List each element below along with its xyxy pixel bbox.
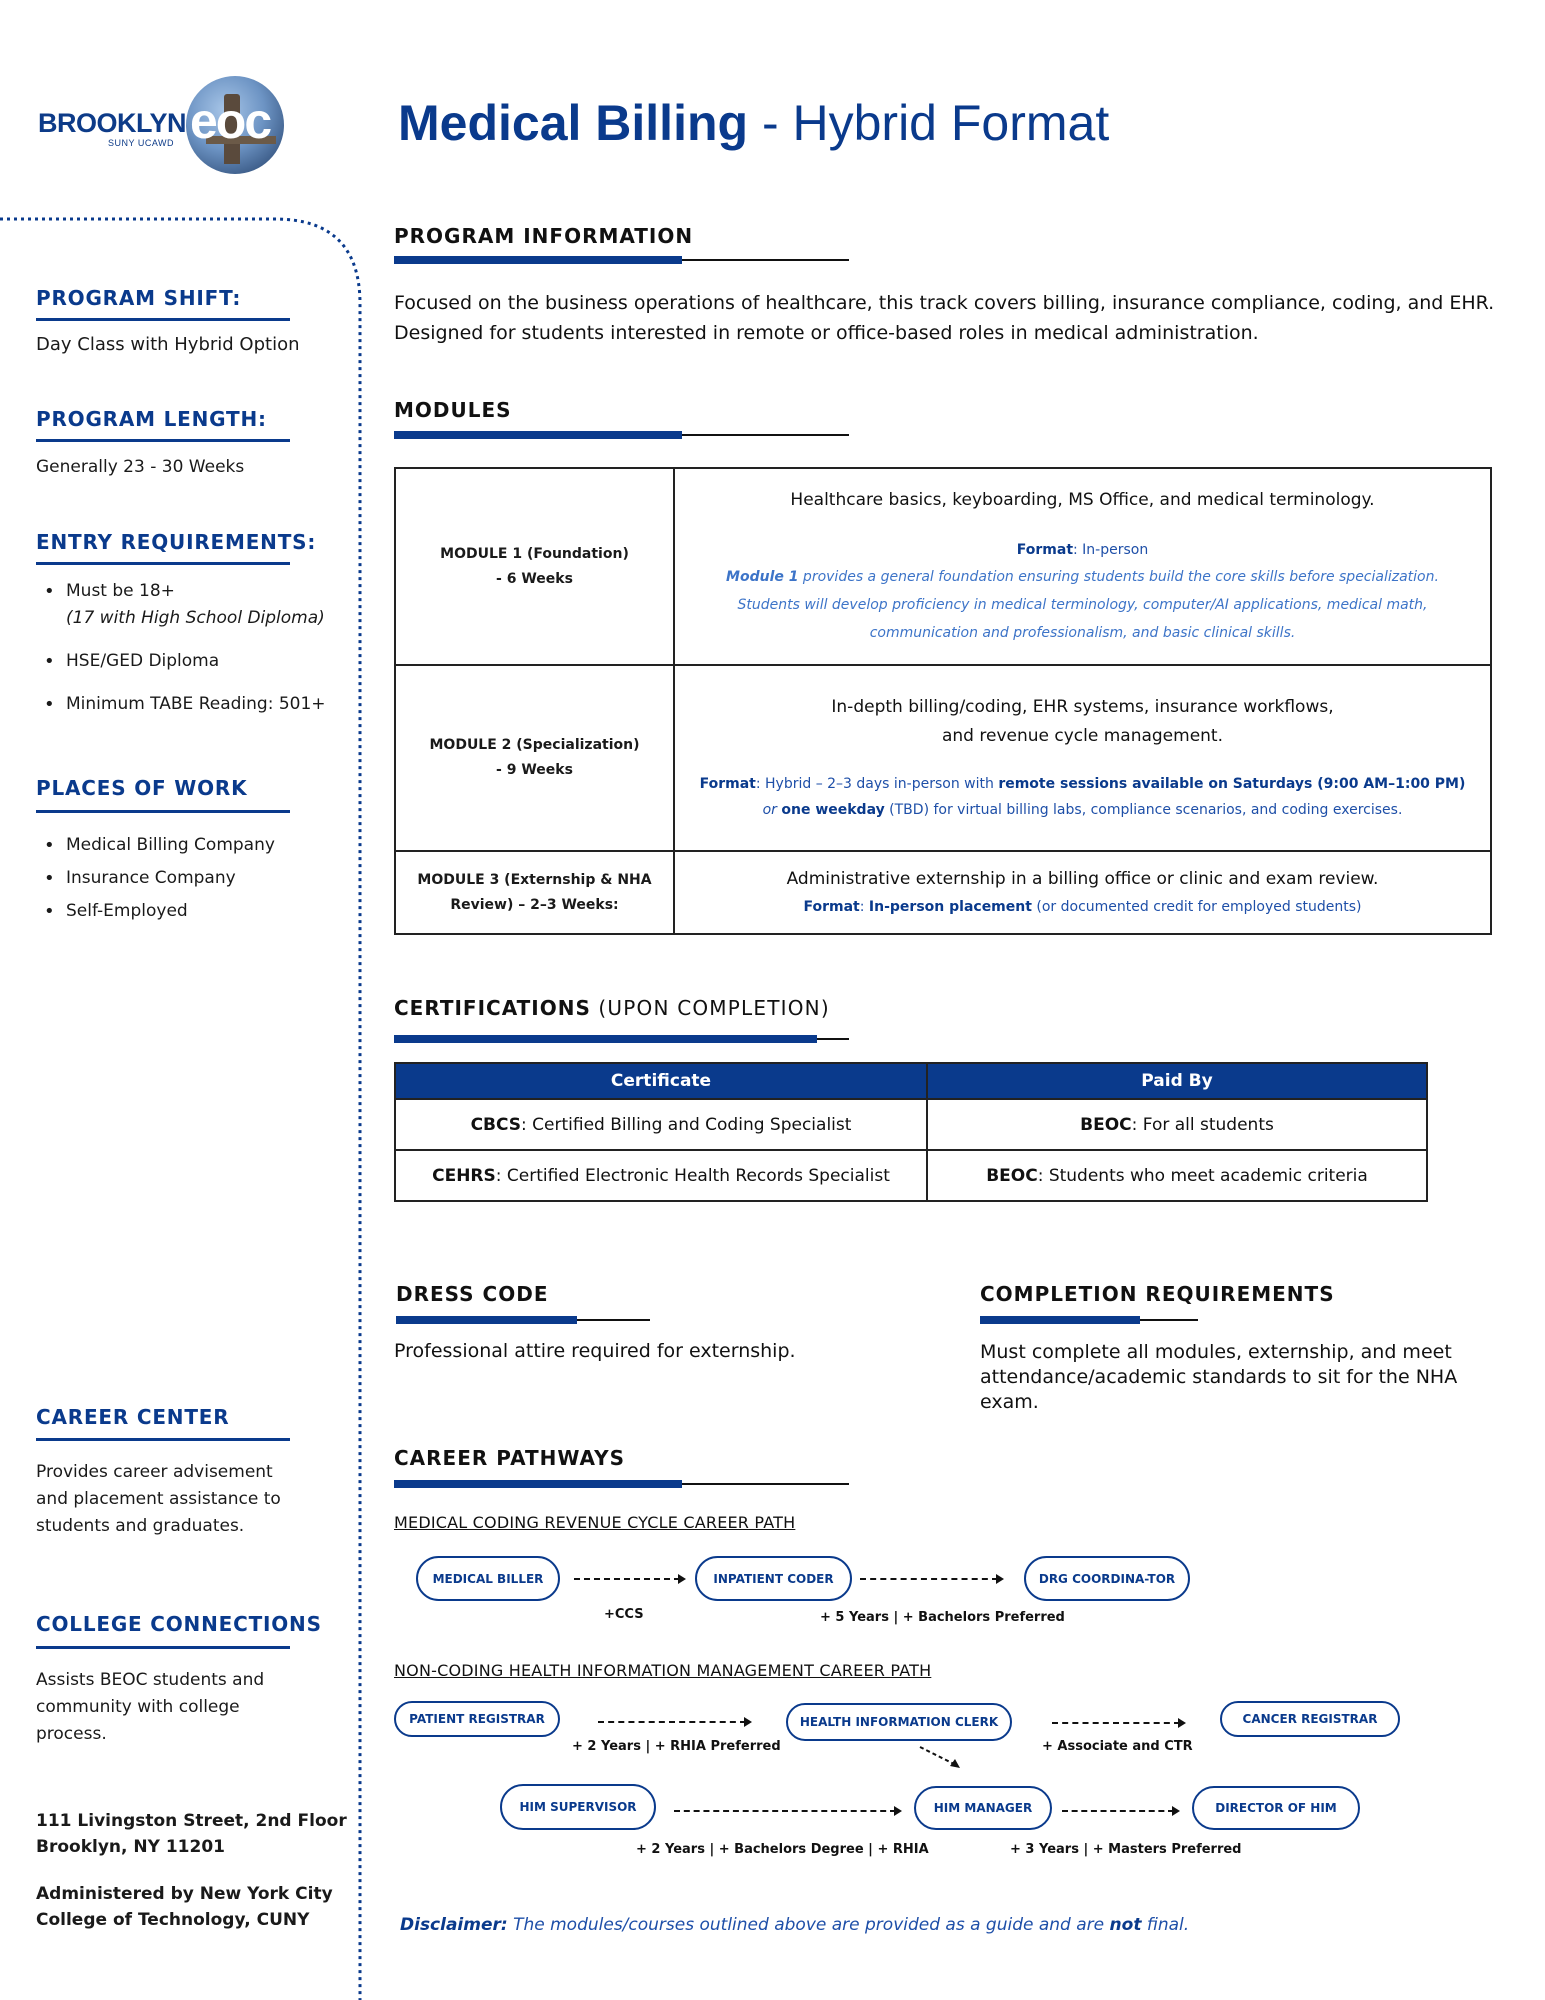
dashed-arrow-icon bbox=[860, 1578, 998, 1580]
module-name: MODULE 2 (Specialization) bbox=[429, 737, 640, 753]
list-item: • HSE/GED Diploma bbox=[36, 648, 326, 675]
career-pathways-heading: CAREER PATHWAYS bbox=[394, 1446, 625, 1470]
sidebar-length bbox=[36, 407, 290, 481]
pathway-node: DRG COORDINA-TOR bbox=[1024, 1556, 1190, 1601]
module-desc-cell bbox=[674, 851, 1491, 934]
module-name-cell bbox=[395, 665, 674, 851]
path-note: + 5 Years | + Bachelors Preferred bbox=[820, 1610, 1065, 1625]
divider bbox=[36, 1438, 290, 1441]
college-connections-heading: COLLEGE CONNECTIONS bbox=[36, 1612, 322, 1636]
address-line: Brooklyn, NY 11201 bbox=[36, 1837, 225, 1857]
pathway-node: HEALTH INFORMATION CLERK bbox=[786, 1703, 1012, 1741]
section-rule bbox=[394, 430, 849, 440]
module-desc-cell bbox=[674, 665, 1491, 851]
module-note: Module 1 provides a general foundation ensuring students build the core skills before specialization. Students will develop proficiency in medical terminology, computer/AI applications, medical math, communication and professionalism, and basic clinical skills. bbox=[726, 569, 1439, 641]
pathway-node: MEDICAL BILLER bbox=[416, 1556, 560, 1601]
modules-table bbox=[394, 467, 1492, 935]
module-format: Format: Hybrid – 2–3 days in-person with remote sessions available on Saturdays (9:00 AM–1:00 PM) or one weekday (TBD) for virtual billing labs, compliance scenarios, and coding exercises. bbox=[699, 776, 1466, 818]
path2-title: NON-CODING HEALTH INFORMATION MANAGEMENT CAREER PATH bbox=[394, 1661, 932, 1680]
section-rule bbox=[394, 1479, 849, 1489]
title-bold: Medical Billing bbox=[398, 95, 749, 151]
table-header-row bbox=[395, 1063, 1427, 1099]
divider bbox=[36, 439, 290, 442]
places-of-work-list bbox=[36, 829, 290, 928]
module-description: In-depth billing/coding, EHR systems, insurance workflows, bbox=[831, 697, 1334, 717]
pathway-node: HIM MANAGER bbox=[914, 1786, 1052, 1830]
module-name: MODULE 1 (Foundation) bbox=[440, 545, 629, 562]
path-note: +CCS bbox=[604, 1607, 644, 1622]
program-length-text: Generally 23 - 30 Weeks bbox=[36, 457, 245, 477]
sidebar-places bbox=[36, 776, 290, 928]
divider bbox=[36, 318, 290, 321]
program-length-heading: PROGRAM LENGTH: bbox=[36, 407, 267, 431]
sidebar-address bbox=[36, 1808, 347, 1860]
pathway-node: INPATIENT CODER bbox=[695, 1556, 852, 1601]
module-description: Administrative externship in a billing office or clinic and exam review. bbox=[786, 869, 1379, 889]
program-shift-heading: PROGRAM SHIFT: bbox=[36, 286, 242, 310]
list-item: • Must be 18+ (17 with High School Diploma) bbox=[36, 578, 326, 632]
divider bbox=[36, 810, 290, 813]
path1-title: MEDICAL CODING REVENUE CYCLE CAREER PATH bbox=[394, 1513, 796, 1532]
certifications-table bbox=[394, 1062, 1428, 1202]
table-row bbox=[395, 851, 1491, 934]
module-desc-cell bbox=[674, 468, 1491, 665]
cert-cell: CBCS: Certified Billing and Coding Specialist bbox=[395, 1099, 927, 1150]
entry-requirements-heading: ENTRY REQUIREMENTS: bbox=[36, 530, 317, 554]
dashed-arrow-icon bbox=[1062, 1810, 1174, 1812]
dress-code-heading: DRESS CODE bbox=[396, 1282, 549, 1306]
module-name-cell bbox=[395, 851, 674, 934]
modules-heading: MODULES bbox=[394, 398, 512, 422]
pathway-node: CANCER REGISTRAR bbox=[1220, 1701, 1400, 1737]
list-item: • Insurance Company bbox=[36, 862, 290, 895]
page-title bbox=[398, 94, 1109, 152]
table-row bbox=[395, 665, 1491, 851]
places-of-work-heading: PLACES OF WORK bbox=[36, 776, 248, 800]
dashed-arrow-icon bbox=[1052, 1722, 1180, 1724]
section-rule bbox=[394, 255, 849, 265]
list-item: • Medical Billing Company bbox=[36, 829, 290, 862]
module-format: Format: In-person bbox=[1016, 542, 1149, 558]
cert-cell: CEHRS: Certified Electronic Health Records Specialist bbox=[395, 1150, 927, 1201]
sidebar-college-connections bbox=[36, 1612, 322, 1748]
dashed-diagonal-arrow-icon bbox=[918, 1744, 968, 1774]
divider bbox=[36, 1646, 290, 1649]
path-note: + Associate and CTR bbox=[1042, 1739, 1193, 1754]
column-header: Certificate bbox=[395, 1063, 927, 1099]
module-weeks: - 9 Weeks bbox=[496, 762, 573, 778]
paid-by-cell: BEOC: Students who meet academic criteria bbox=[927, 1150, 1427, 1201]
title-rest: - Hybrid Format bbox=[748, 95, 1110, 151]
dress-code-text: Professional attire required for externship. bbox=[394, 1340, 796, 1362]
logo-eoc-text: eoc bbox=[190, 93, 271, 149]
pathway-node: DIRECTOR OF HIM bbox=[1192, 1786, 1360, 1830]
path-note: + 2 Years | + Bachelors Degree | + RHIA bbox=[636, 1842, 929, 1857]
list-item: • Minimum TABE Reading: 501+ bbox=[36, 691, 326, 718]
career-center-text: Provides career advisement and placement assistance to students and graduates. bbox=[36, 1462, 281, 1536]
module-name-cell bbox=[395, 468, 674, 665]
path-note: + 3 Years | + Masters Preferred bbox=[1010, 1842, 1242, 1857]
admin-line: Administered by New York City bbox=[36, 1884, 333, 1904]
table-row bbox=[395, 468, 1491, 665]
sidebar-entry bbox=[36, 530, 326, 718]
pathway-node: HIM SUPERVISOR bbox=[500, 1784, 656, 1830]
bridge-logo-icon bbox=[186, 76, 284, 174]
completion-heading: COMPLETION REQUIREMENTS bbox=[980, 1282, 1335, 1306]
dashed-arrow-icon bbox=[574, 1578, 680, 1580]
divider bbox=[36, 562, 290, 565]
dashed-arrow-icon bbox=[674, 1810, 896, 1812]
logo-wordmark: BROOKLYN bbox=[38, 108, 187, 138]
pathway-node: PATIENT REGISTRAR bbox=[394, 1701, 560, 1737]
entry-requirements-list bbox=[36, 578, 326, 718]
module-description: Healthcare basics, keyboarding, MS Office, and medical terminology. bbox=[790, 490, 1375, 510]
program-shift-text: Day Class with Hybrid Option bbox=[36, 334, 300, 355]
module-weeks: - 6 Weeks bbox=[496, 570, 573, 587]
section-rule bbox=[396, 1315, 650, 1325]
module-description: and revenue cycle management. bbox=[941, 726, 1223, 746]
path-note: + 2 Years | + RHIA Preferred bbox=[572, 1739, 781, 1754]
paid-by-cell: BEOC: For all students bbox=[927, 1099, 1427, 1150]
list-item: • Self-Employed bbox=[36, 895, 290, 928]
section-rule bbox=[980, 1315, 1198, 1325]
program-info-text: Focused on the business operations of healthcare, this track covers billing, insurance compliance, coding, and EHR. Designed for students interested in remote or office-based roles in medical administration. bbox=[394, 292, 1495, 344]
column-header: Paid By bbox=[927, 1063, 1427, 1099]
table-row bbox=[395, 1150, 1427, 1201]
completion-text: Must complete all modules, externship, and meet attendance/academic standards to sit for the NHA exam. bbox=[980, 1341, 1458, 1413]
program-info-heading: PROGRAM INFORMATION bbox=[394, 224, 694, 248]
brooklyn-eoc-logo bbox=[36, 76, 286, 176]
logo-subtext: SUNY UCAWD bbox=[108, 138, 175, 148]
admin-line: College of Technology, CUNY bbox=[36, 1910, 310, 1930]
college-connections-text: Assists BEOC students and community with college process. bbox=[36, 1670, 265, 1744]
disclaimer: Disclaimer: The modules/courses outlined above are provided as a guide and are not final. bbox=[400, 1915, 1190, 1935]
certifications-heading: CERTIFICATIONS (UPON COMPLETION) bbox=[394, 996, 830, 1020]
sidebar-shift bbox=[36, 286, 300, 358]
career-center-heading: CAREER CENTER bbox=[36, 1405, 230, 1429]
module-format: Format: In-person placement (or documented credit for employed students) bbox=[803, 899, 1362, 915]
section-rule bbox=[394, 1034, 849, 1044]
address-line: 111 Livingston Street, 2nd Floor bbox=[36, 1811, 347, 1831]
table-row bbox=[395, 1099, 1427, 1150]
dashed-arrow-icon bbox=[598, 1721, 746, 1723]
module-name: MODULE 3 (Externship & NHA Review) – 2–3 Weeks: bbox=[417, 871, 652, 913]
sidebar-admin bbox=[36, 1881, 333, 1933]
sidebar-career-center bbox=[36, 1405, 306, 1540]
